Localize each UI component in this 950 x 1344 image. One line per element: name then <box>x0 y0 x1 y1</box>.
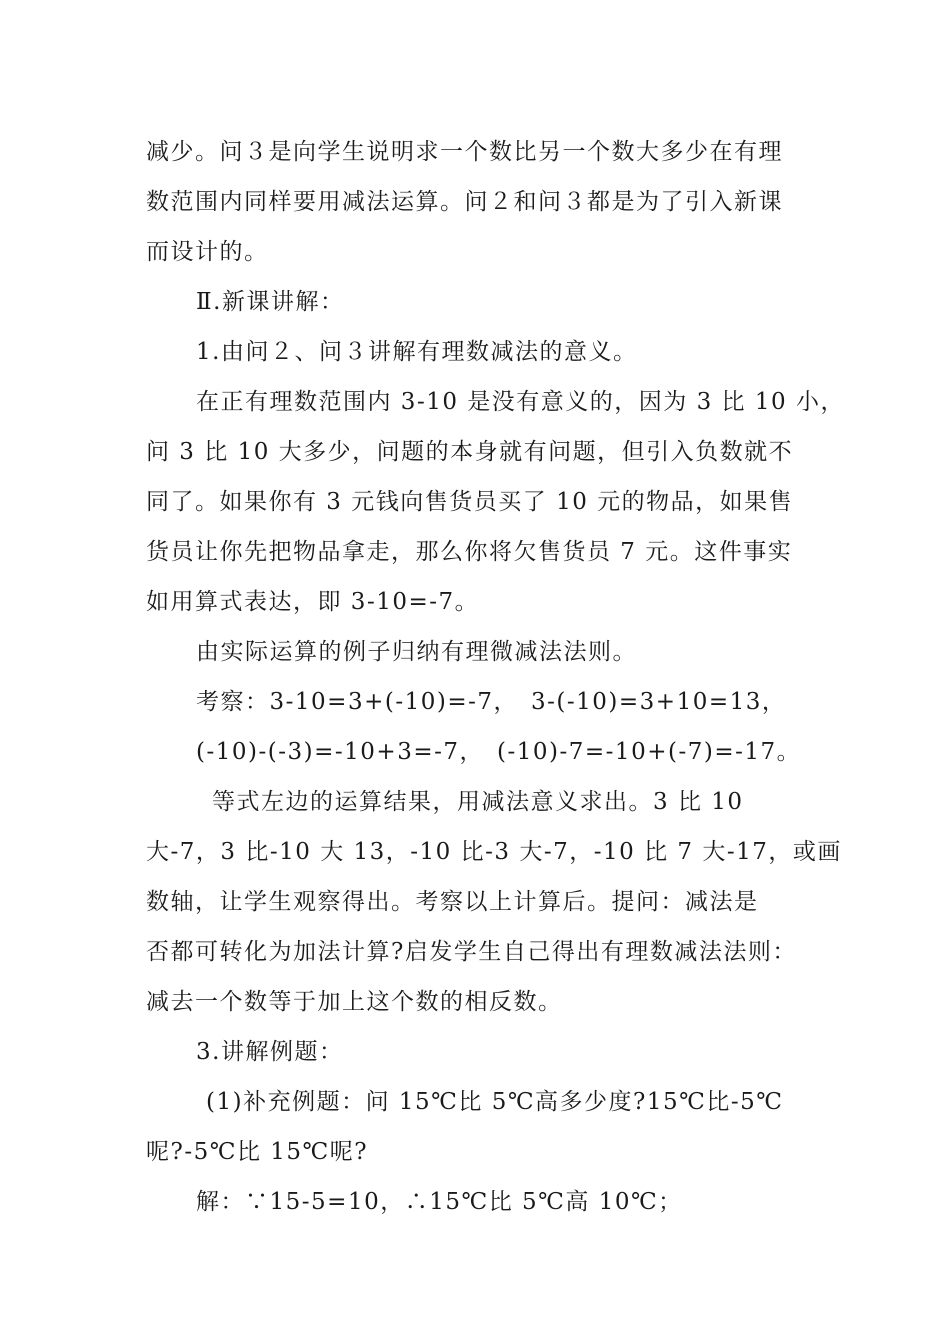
paragraph-line: 问 3 比 10 大多少，问题的本身就有问题，但引入负数就不 <box>146 439 794 465</box>
paragraph-line: 减去一个数等于加上这个数的相反数。 <box>146 989 563 1015</box>
paragraph-line: 呢?-5℃比 15℃呢? <box>146 1139 369 1165</box>
paragraph-line: 数范围内同样要用减法运算。问２和问３都是为了引入新课 <box>146 189 783 215</box>
paragraph-line: 解：∵15-5=10，∴15℃比 5℃高 10℃； <box>196 1189 683 1215</box>
paragraph-line: 而设计的。 <box>146 239 269 265</box>
paragraph-line: 等式左边的运算结果，用减法意义求出。3 比 10 <box>212 789 744 815</box>
paragraph-line: 减少。问３是向学生说明求一个数比另一个数大多少在有理 <box>146 139 783 165</box>
paragraph-line: 在正有理数范围内 3-10 是没有意义的，因为 3 比 10 小， <box>196 389 845 415</box>
paragraph-line: 如用算式表达，即 3-10=-7。 <box>146 589 480 615</box>
paragraph-line: (1)补充例题：问 15℃比 5℃高多少度?15℃比-5℃ <box>206 1089 784 1115</box>
subsection-heading: 3.讲解例题： <box>196 1039 344 1065</box>
paragraph-line: 大-7，3 比-10 大 13，-10 比-3 大-7，-10 比 7 大-17，或画 <box>146 839 842 865</box>
paragraph-line: 由实际运算的例子归纳有理微减法法则。 <box>196 639 637 665</box>
paragraph-line: 同了。如果你有 3 元钱向售货员买了 10 元的物品，如果售 <box>146 489 794 515</box>
paragraph-line: 否都可转化为加法计算?启发学生自己得出有理数减法法则： <box>146 939 797 965</box>
section-heading: Ⅱ.新课讲解： <box>196 289 345 315</box>
formula-line: 考察：3-10=3+(-10)=-7， 3-(-10)=3+10=13， <box>196 689 787 715</box>
subsection-heading: 1.由问２、问３讲解有理数减法的意义。 <box>196 339 638 365</box>
paragraph-line: 数轴，让学生观察得出。考察以上计算后。提问：减法是 <box>146 889 759 915</box>
paragraph-line: 货员让你先把物品拿走，那么你将欠售货员 7 元。这件事实 <box>146 539 793 565</box>
formula-line: (-10)-(-3)=-10+3=-7， (-10)-7=-10+(-7)=-17。 <box>196 739 802 765</box>
